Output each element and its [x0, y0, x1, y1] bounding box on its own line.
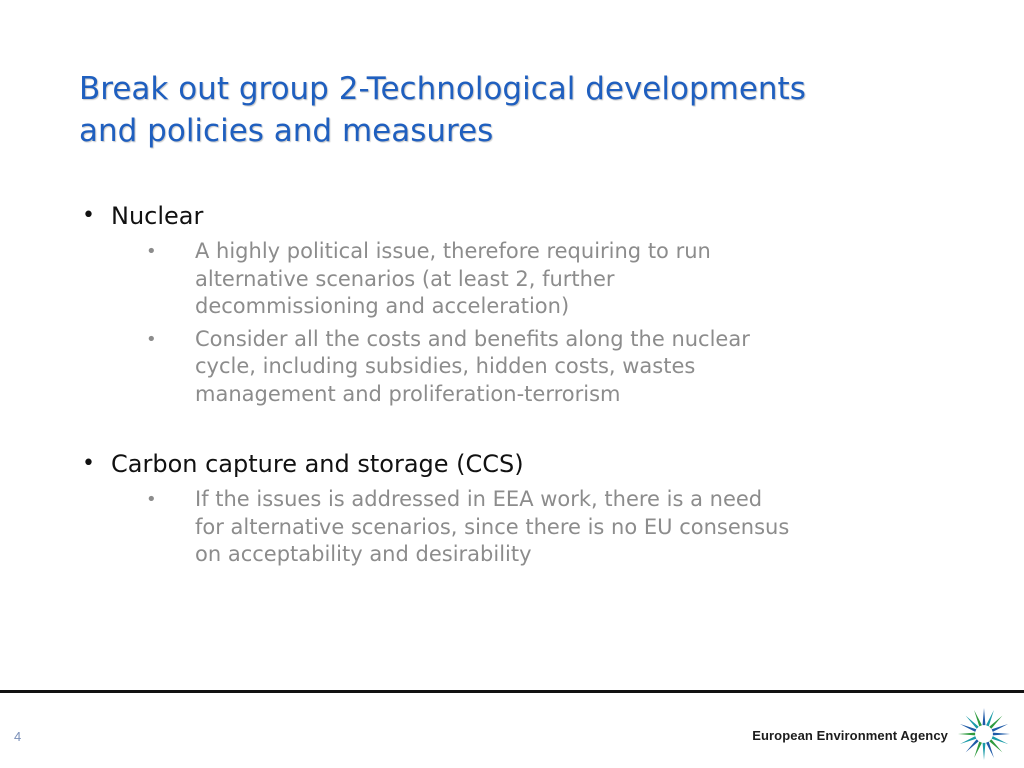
logo-petal [958, 733, 975, 736]
subbullet-line: alternative scenarios (at least 2, further [195, 266, 615, 291]
footer-divider [0, 690, 1024, 693]
bullet-icon: • [146, 328, 157, 350]
subbullet-line: cycle, including subsidies, hidden costs, wastes [195, 354, 696, 378]
subbullet-line: If the issues is addressed in EEA work, there is a need [195, 487, 763, 511]
footer-agency-name: European Environment Agency [752, 728, 948, 743]
logo-petal [983, 708, 986, 725]
bullet-icon: • [82, 451, 95, 476]
bullet-icon: • [146, 489, 157, 510]
subbullet-item [146, 326, 962, 409]
logo-petal [993, 733, 1010, 736]
title-line: and policies and measures [79, 113, 494, 149]
subbullet-line: A highly political issue, therefore requiring to run [195, 239, 711, 263]
slide-title [79, 68, 979, 152]
slide-body [82, 200, 962, 569]
title-line: Break out group 2-Technological developments [79, 71, 806, 107]
subbullet-line: on acceptability and desirability [195, 542, 532, 566]
bullet-icon: • [146, 241, 157, 262]
bullet-item [82, 200, 962, 232]
page-number: 4 [14, 729, 22, 744]
bullet-text: Nuclear [111, 202, 204, 230]
logo-petal [983, 743, 986, 760]
subbullet-line: Consider all the costs and benefits along the nuclear [195, 326, 750, 351]
eea-logo-icon [956, 706, 1012, 762]
subbullet-line: for alternative scenarios, since there is no EU consensus [195, 514, 790, 539]
subbullet-line: decommissioning and acceleration) [195, 294, 570, 318]
subbullet-line: management and proliferation-terrorism [195, 381, 621, 406]
bullet-text: Carbon capture and storage (CCS) [111, 450, 524, 478]
subbullet-item [146, 486, 962, 569]
subbullet-item [146, 238, 962, 321]
bullet-item [82, 448, 962, 480]
bullet-icon: • [82, 203, 95, 228]
